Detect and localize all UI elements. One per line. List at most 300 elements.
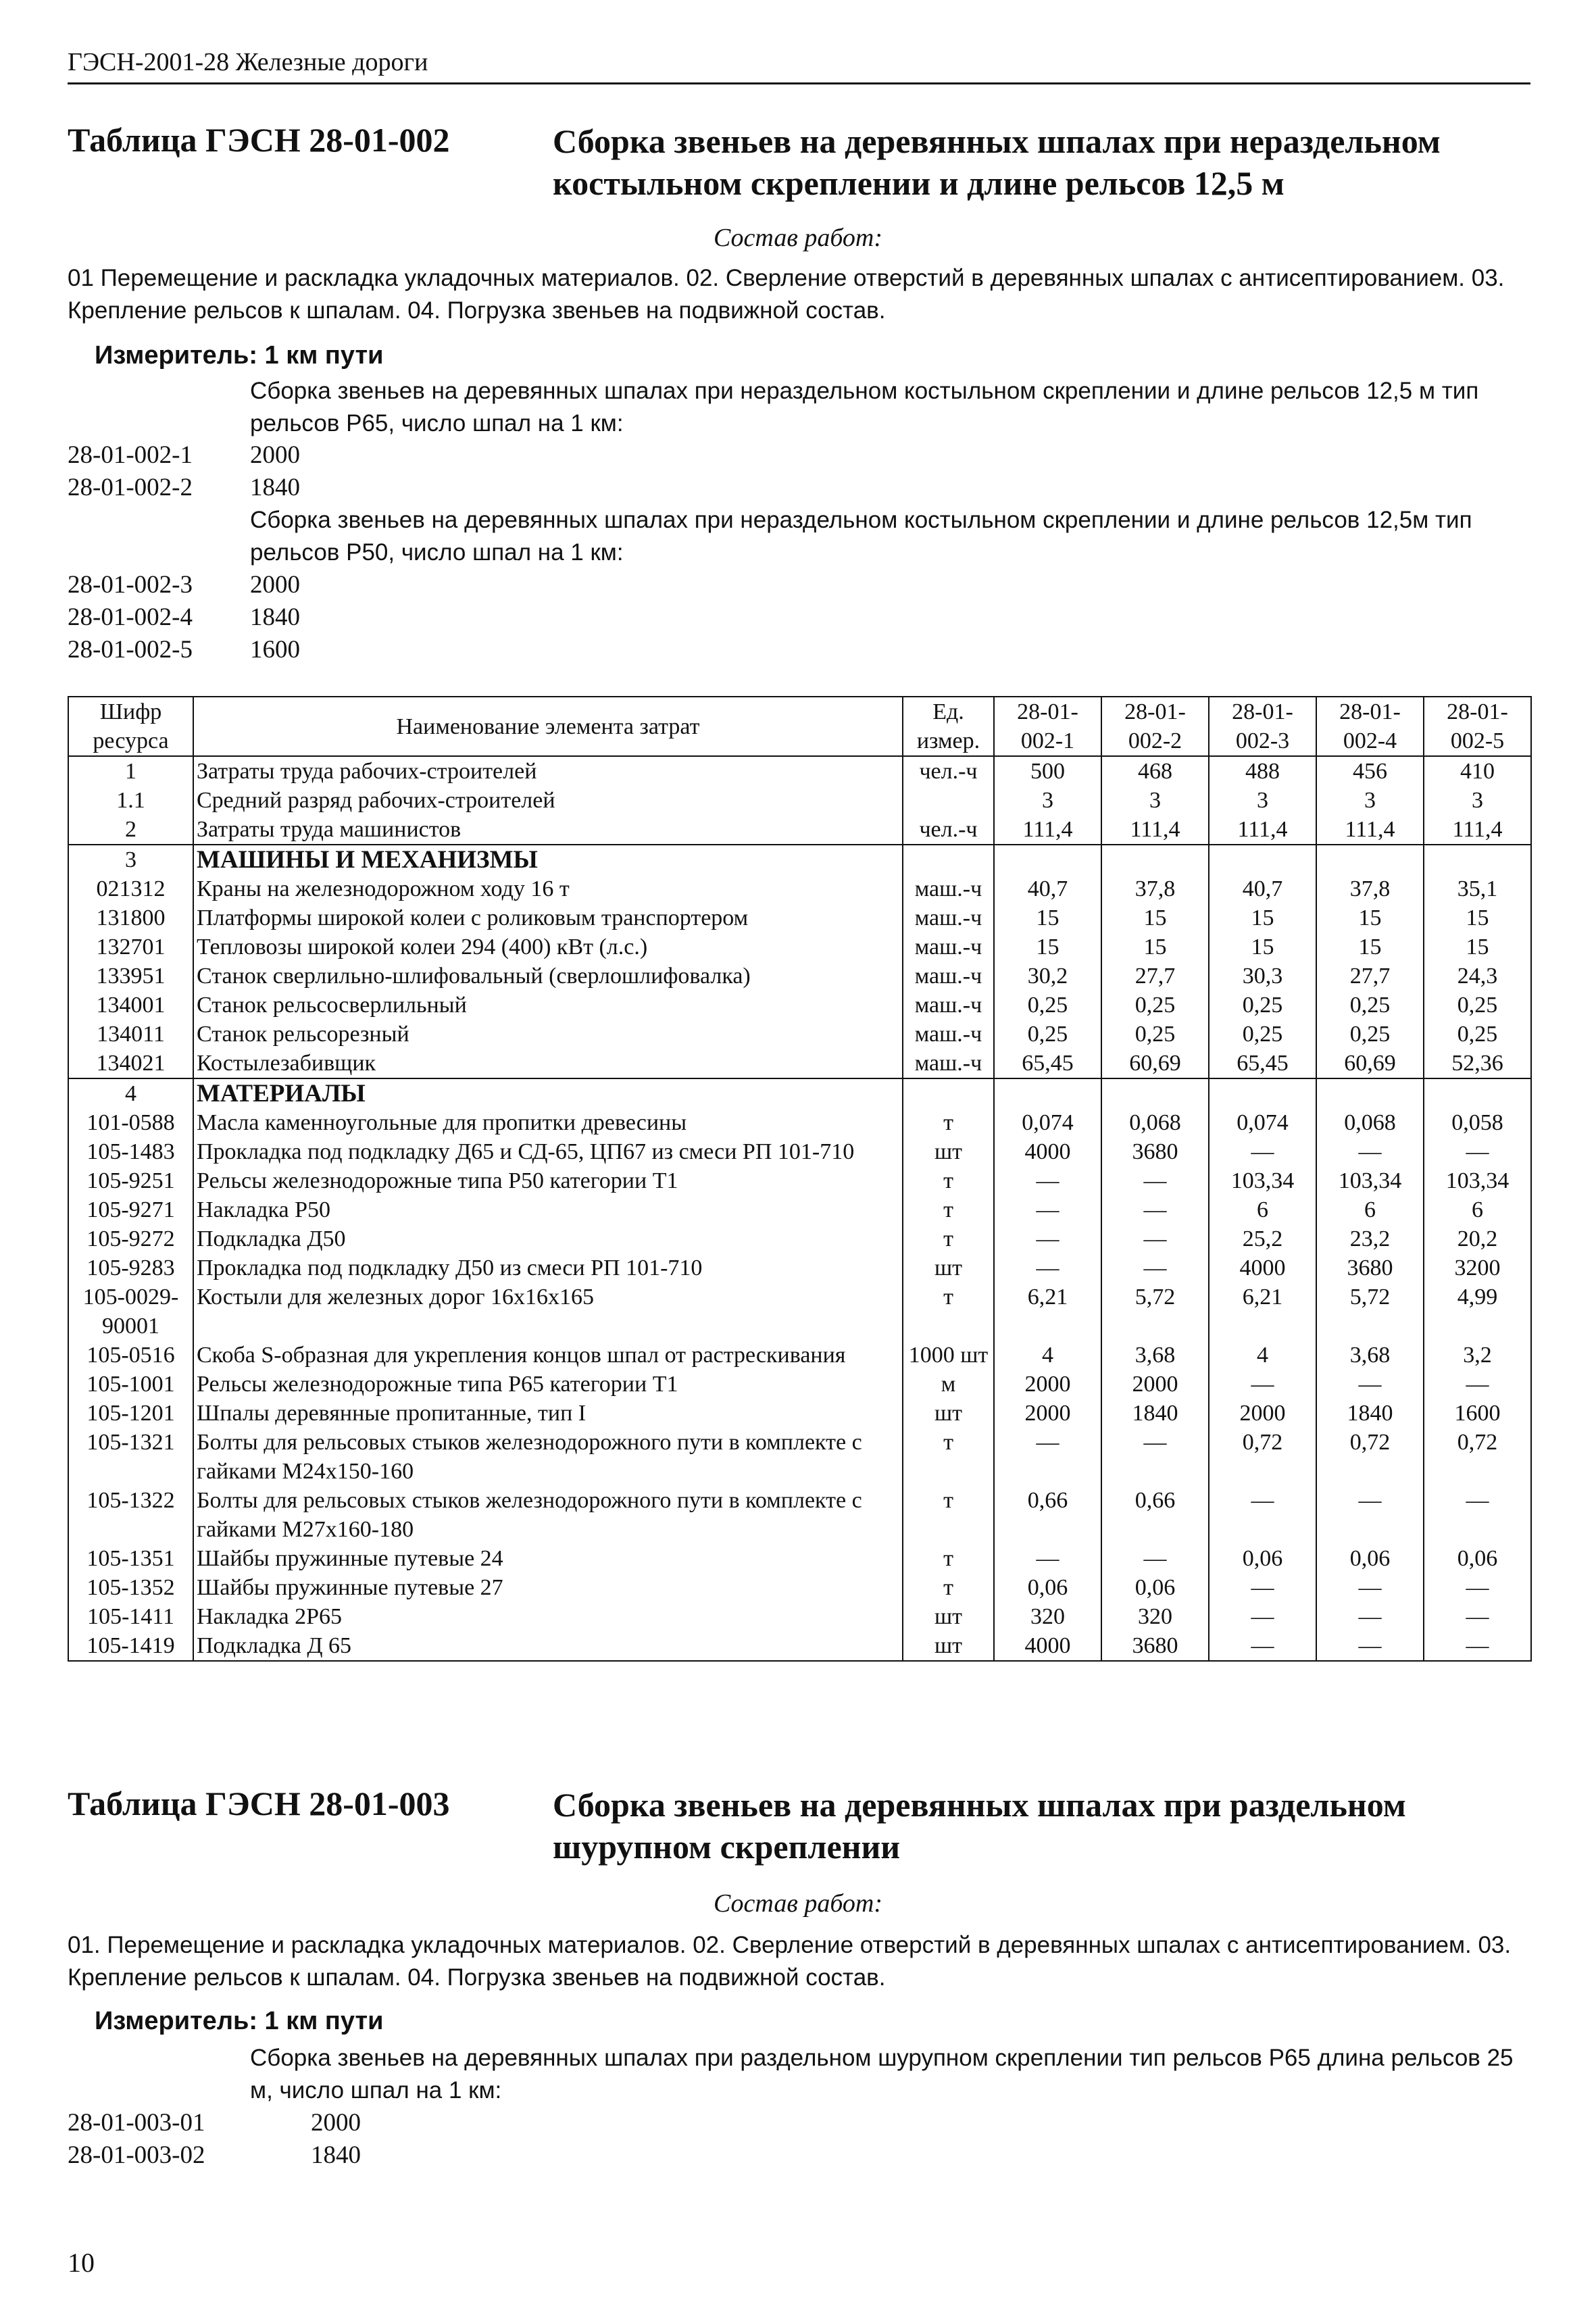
value-cell: —	[1316, 1573, 1424, 1602]
resource-name-cell: Платформы широкой колеи с роликовым транспортером	[193, 903, 903, 932]
value-cell: 0,06	[994, 1573, 1101, 1602]
table-row	[68, 1602, 1531, 1631]
unit-cell: маш.-ч	[903, 874, 994, 903]
table2-meter: Измеритель: 1 км пути	[95, 2007, 384, 2035]
resource-code-cell: 134021	[68, 1049, 193, 1078]
value-cell: 15	[994, 932, 1101, 962]
resource-code-cell: 134011	[68, 1020, 193, 1049]
table-row	[68, 1544, 1531, 1573]
value-cell: 3680	[1101, 1137, 1209, 1166]
table-row	[68, 962, 1531, 991]
value-cell: 15	[1209, 903, 1316, 932]
unit-cell: шт	[903, 1137, 994, 1166]
table2-work-label: Состав работ:	[713, 1889, 883, 1918]
value-cell: 488	[1209, 756, 1316, 786]
resource-name-cell: Тепловозы широкой колеи 294 (400) кВт (л.с.)	[193, 932, 903, 962]
resource-name-cell: МАШИНЫ И МЕХАНИЗМЫ	[193, 845, 903, 874]
value-cell: 0,25	[994, 1020, 1101, 1049]
resource-code-cell: 1.1	[68, 786, 193, 815]
unit-cell: маш.-ч	[903, 962, 994, 991]
value-cell: 6	[1209, 1195, 1316, 1224]
value-cell: —	[1424, 1602, 1531, 1631]
table-row	[68, 1341, 1531, 1370]
header-col: 28-01-002-2	[1101, 697, 1209, 756]
variant-value: 2000	[250, 571, 300, 599]
resource-name-cell: Прокладка под подкладку Д65 и СД-65, ЦП67 из смеси РП 101-710	[193, 1137, 903, 1166]
value-cell: —	[1316, 1137, 1424, 1166]
resource-code-cell: 101-0588	[68, 1108, 193, 1137]
resource-name-cell: Шайбы пружинные путевые 24	[193, 1544, 903, 1573]
value-cell: —	[1316, 1602, 1424, 1631]
value-cell: 0,074	[1209, 1108, 1316, 1137]
table-row	[68, 1283, 1531, 1341]
unit-cell: шт	[903, 1253, 994, 1283]
value-cell	[1101, 1078, 1209, 1108]
resource-code-cell: 105-1322	[68, 1486, 193, 1544]
resource-name-cell: Затраты труда рабочих-строителей	[193, 756, 903, 786]
resource-code-cell: 4	[68, 1078, 193, 1108]
value-cell: 3	[1424, 786, 1531, 815]
resource-name-cell: Краны на железнодорожном ходу 16 т	[193, 874, 903, 903]
running-head: ГЭСН-2001-28 Железные дороги	[68, 48, 428, 76]
value-cell	[994, 845, 1101, 874]
value-cell: 4000	[994, 1137, 1101, 1166]
resource-name-cell: Средний разряд рабочих-строителей	[193, 786, 903, 815]
value-cell: 6,21	[1209, 1283, 1316, 1341]
resource-code-cell: 105-1352	[68, 1573, 193, 1602]
unit-cell: т	[903, 1224, 994, 1253]
value-cell: 0,25	[1424, 991, 1531, 1020]
value-cell: —	[1101, 1224, 1209, 1253]
value-cell: 0,72	[1316, 1428, 1424, 1486]
resource-code-cell: 2	[68, 815, 193, 845]
variant-row	[68, 439, 300, 472]
page-number: 10	[68, 2247, 95, 2278]
header-code: Шифр ресурса	[68, 697, 193, 756]
value-cell: 24,3	[1424, 962, 1531, 991]
resource-name-cell: Рельсы железнодорожные типа Р50 категории Т1	[193, 1166, 903, 1195]
resource-name-cell: МАТЕРИАЛЫ	[193, 1078, 903, 1108]
table2-code: Таблица ГЭСН 28-01-003	[68, 1785, 450, 1822]
value-cell: —	[994, 1544, 1101, 1573]
value-cell: 1840	[1101, 1399, 1209, 1428]
resource-name-cell: Затраты труда машинистов	[193, 815, 903, 845]
unit-cell: маш.-ч	[903, 1020, 994, 1049]
unit-cell: т	[903, 1486, 994, 1544]
table2-group1-desc: Сборка звеньев на деревянных шпалах при раздельном шурупном скреплении тип рельсов Р65 длина рельсов 25 м, число шпал на 1 км:	[250, 2045, 1514, 2104]
value-cell: 0,25	[1316, 1020, 1424, 1049]
resource-code-cell: 105-1411	[68, 1602, 193, 1631]
value-cell: 3	[1209, 786, 1316, 815]
value-cell: —	[1424, 1137, 1531, 1166]
variant-code: 28-01-002-4	[68, 603, 193, 631]
variant-value: 2000	[311, 2109, 361, 2137]
value-cell: 0,06	[1209, 1544, 1316, 1573]
unit-cell: шт	[903, 1399, 994, 1428]
value-cell: —	[1316, 1631, 1424, 1661]
unit-cell: 1000 шт	[903, 1341, 994, 1370]
value-cell: —	[994, 1428, 1101, 1486]
resource-name-cell: Костыли для железных дорог 16х16х165	[193, 1283, 903, 1341]
header-rule	[68, 82, 1530, 84]
variant-value: 1600	[250, 636, 300, 664]
variant-row	[68, 2139, 361, 2172]
value-cell	[1209, 1078, 1316, 1108]
resource-code-cell: 105-1419	[68, 1631, 193, 1661]
value-cell: 0,66	[994, 1486, 1101, 1544]
table2-title: Сборка звеньев на деревянных шпалах при раздельном шурупном скреплении	[553, 1786, 1406, 1866]
value-cell: 0,25	[1209, 991, 1316, 1020]
table-row	[68, 1399, 1531, 1428]
resource-name-cell: Накладка Р50	[193, 1195, 903, 1224]
resource-name-cell: Шпалы деревянные пропитанные, тип I	[193, 1399, 903, 1428]
table-row	[68, 1224, 1531, 1253]
table1-meter: Измеритель: 1 км пути	[95, 341, 384, 370]
value-cell: 6,21	[994, 1283, 1101, 1341]
table1-work-text: 01 Перемещение и раскладка укладочных материалов. 02. Сверление отверстий в деревянных шпалах с антисептированием. 03. Крепление рельсов к шпалам. 04. Погрузка звеньев на подвижной состав.	[68, 265, 1505, 324]
unit-cell: маш.-ч	[903, 932, 994, 962]
table2-work-text: 01. Перемещение и раскладка укладочных материалов. 02. Сверление отверстий в деревянных шпалах с антисептированием. 03. Крепление рельсов к шпалам. 04. Погрузка звеньев на подвижной состав.	[68, 1932, 1512, 1991]
variant-code: 28-01-003-01	[68, 2109, 205, 2137]
value-cell: 2000	[994, 1399, 1101, 1428]
value-cell: 37,8	[1101, 874, 1209, 903]
variant-code: 28-01-002-2	[68, 474, 193, 501]
value-cell: 111,4	[994, 815, 1101, 845]
table1-group2-desc: Сборка звеньев на деревянных шпалах при нераздельном костыльном скреплении и длине рельсов 12,5м тип рельсов Р50, число шпал на 1 км:	[250, 507, 1472, 566]
value-cell: —	[994, 1253, 1101, 1283]
value-cell	[1316, 1078, 1424, 1108]
table1-title: Сборка звеньев на деревянных шпалах при нераздельном костыльном скреплении и длине рельсов 12,5 м	[553, 122, 1441, 202]
value-cell: 5,72	[1316, 1283, 1424, 1341]
value-cell: 30,3	[1209, 962, 1316, 991]
value-cell: —	[1424, 1573, 1531, 1602]
value-cell: 65,45	[994, 1049, 1101, 1078]
unit-cell: чел.-ч	[903, 756, 994, 786]
value-cell	[1316, 845, 1424, 874]
value-cell: 2000	[1209, 1399, 1316, 1428]
table1-group1-desc: Сборка звеньев на деревянных шпалах при нераздельном костыльном скреплении и длине рельсов 12,5 м тип рельсов Р65, число шпал на 1 км:	[250, 378, 1479, 437]
value-cell: —	[1424, 1631, 1531, 1661]
resource-name-cell: Подкладка Д 65	[193, 1631, 903, 1661]
value-cell: 3	[1316, 786, 1424, 815]
unit-cell: маш.-ч	[903, 1049, 994, 1078]
value-cell: —	[1209, 1486, 1316, 1544]
unit-cell: шт	[903, 1602, 994, 1631]
resource-code-cell: 105-9271	[68, 1195, 193, 1224]
value-cell: 111,4	[1316, 815, 1424, 845]
value-cell: 1600	[1424, 1399, 1531, 1428]
value-cell: —	[994, 1224, 1101, 1253]
value-cell	[1424, 845, 1531, 874]
variant-value: 1840	[250, 474, 300, 501]
value-cell: —	[1209, 1370, 1316, 1399]
value-cell: 0,25	[1101, 1020, 1209, 1049]
value-cell: —	[1209, 1602, 1316, 1631]
variant-row	[68, 569, 300, 601]
variant-row	[68, 472, 300, 504]
value-cell: 40,7	[1209, 874, 1316, 903]
value-cell: —	[1209, 1137, 1316, 1166]
resource-code-cell: 133951	[68, 962, 193, 991]
value-cell: 35,1	[1424, 874, 1531, 903]
resource-code-cell: 105-0516	[68, 1341, 193, 1370]
value-cell: 5,72	[1101, 1283, 1209, 1341]
table-row	[68, 874, 1531, 903]
section-row	[68, 1078, 1531, 1108]
table-row	[68, 786, 1531, 815]
header-col: 28-01-002-1	[994, 697, 1101, 756]
unit-cell	[903, 1078, 994, 1108]
value-cell: 0,25	[1424, 1020, 1531, 1049]
unit-cell: маш.-ч	[903, 991, 994, 1020]
value-cell: 0,25	[994, 991, 1101, 1020]
table-row	[68, 1166, 1531, 1195]
value-cell: 15	[1316, 932, 1424, 962]
value-cell: 0,25	[1209, 1020, 1316, 1049]
variant-row	[68, 2107, 361, 2139]
value-cell: 103,34	[1424, 1166, 1531, 1195]
variant-value: 1840	[311, 2141, 361, 2169]
resource-name-cell: Накладка 2Р65	[193, 1602, 903, 1631]
value-cell: 1840	[1316, 1399, 1424, 1428]
resource-name-cell: Болты для рельсовых стыков железнодорожного пути в комплекте с гайками М24х150-160	[193, 1428, 903, 1486]
value-cell: —	[1316, 1370, 1424, 1399]
resource-name-cell: Скоба S-образная для укрепления концов шпал от растрескивания	[193, 1341, 903, 1370]
table-row	[68, 1370, 1531, 1399]
table-row	[68, 815, 1531, 845]
variant-value: 2000	[250, 441, 300, 469]
value-cell: —	[1424, 1486, 1531, 1544]
value-cell: 15	[1101, 932, 1209, 962]
value-cell: 4,99	[1424, 1283, 1531, 1341]
value-cell: 37,8	[1316, 874, 1424, 903]
unit-cell: м	[903, 1370, 994, 1399]
resource-code-cell: 132701	[68, 932, 193, 962]
value-cell: 2000	[994, 1370, 1101, 1399]
table1-work-label: Состав работ:	[713, 224, 883, 252]
table-row	[68, 903, 1531, 932]
table-row	[68, 991, 1531, 1020]
value-cell	[1424, 1078, 1531, 1108]
value-cell	[994, 1078, 1101, 1108]
value-cell: 0,72	[1209, 1428, 1316, 1486]
value-cell: 3200	[1424, 1253, 1531, 1283]
resource-code-cell: 021312	[68, 874, 193, 903]
value-cell: 103,34	[1209, 1166, 1316, 1195]
value-cell: 15	[994, 903, 1101, 932]
value-cell: 4000	[1209, 1253, 1316, 1283]
resource-code-cell: 105-1001	[68, 1370, 193, 1399]
unit-cell: т	[903, 1544, 994, 1573]
value-cell: —	[1209, 1631, 1316, 1661]
variant-code: 28-01-002-3	[68, 571, 193, 599]
resource-code-cell: 131800	[68, 903, 193, 932]
value-cell: —	[1101, 1253, 1209, 1283]
variant-code: 28-01-002-1	[68, 441, 193, 469]
variant-value: 1840	[250, 603, 300, 631]
table-row	[68, 1137, 1531, 1166]
header-col: 28-01-002-3	[1209, 697, 1316, 756]
value-cell: 3680	[1101, 1631, 1209, 1661]
table1-code: Таблица ГЭСН 28-01-002	[68, 121, 450, 159]
unit-cell: маш.-ч	[903, 903, 994, 932]
unit-cell: т	[903, 1195, 994, 1224]
value-cell: 320	[994, 1602, 1101, 1631]
value-cell: 15	[1316, 903, 1424, 932]
value-cell: 52,36	[1424, 1049, 1531, 1078]
value-cell: 0,66	[1101, 1486, 1209, 1544]
table-row	[68, 1049, 1531, 1078]
value-cell: 60,69	[1316, 1049, 1424, 1078]
value-cell: 40,7	[994, 874, 1101, 903]
value-cell: 0,06	[1316, 1544, 1424, 1573]
value-cell: 27,7	[1101, 962, 1209, 991]
value-cell: —	[994, 1195, 1101, 1224]
resource-name-cell: Болты для рельсовых стыков железнодорожного пути в комплекте с гайками М27х160-180	[193, 1486, 903, 1544]
value-cell: —	[1101, 1166, 1209, 1195]
unit-cell	[903, 786, 994, 815]
value-cell: 27,7	[1316, 962, 1424, 991]
value-cell: 0,06	[1424, 1544, 1531, 1573]
value-cell: 15	[1209, 932, 1316, 962]
header-col: 28-01-002-5	[1424, 697, 1531, 756]
value-cell: —	[1316, 1486, 1424, 1544]
value-cell: 320	[1101, 1602, 1209, 1631]
unit-cell: шт	[903, 1631, 994, 1661]
resource-name-cell: Костылезабивщик	[193, 1049, 903, 1078]
resource-code-cell: 105-9283	[68, 1253, 193, 1283]
resource-code-cell: 1	[68, 756, 193, 786]
value-cell: 3	[1101, 786, 1209, 815]
value-cell: 0,058	[1424, 1108, 1531, 1137]
value-cell: 30,2	[994, 962, 1101, 991]
unit-cell: т	[903, 1283, 994, 1341]
value-cell: 3,68	[1316, 1341, 1424, 1370]
value-cell: —	[1424, 1370, 1531, 1399]
table-row	[68, 1195, 1531, 1224]
value-cell: 0,25	[1316, 991, 1424, 1020]
resource-code-cell: 105-1201	[68, 1399, 193, 1428]
resource-code-cell: 134001	[68, 991, 193, 1020]
resource-code-cell: 105-1483	[68, 1137, 193, 1166]
value-cell: 456	[1316, 756, 1424, 786]
unit-cell	[903, 845, 994, 874]
value-cell: 6	[1424, 1195, 1531, 1224]
value-cell: 468	[1101, 756, 1209, 786]
variant-code: 28-01-003-02	[68, 2141, 205, 2169]
value-cell: 0,25	[1101, 991, 1209, 1020]
table-row	[68, 1428, 1531, 1486]
value-cell: 0,068	[1101, 1108, 1209, 1137]
value-cell: 0,72	[1424, 1428, 1531, 1486]
resource-code-cell: 105-9251	[68, 1166, 193, 1195]
value-cell: 3,68	[1101, 1341, 1209, 1370]
value-cell: 3,2	[1424, 1341, 1531, 1370]
value-cell: 4	[994, 1341, 1101, 1370]
table-body	[68, 756, 1531, 1661]
table-row	[68, 1573, 1531, 1602]
value-cell: 3	[994, 786, 1101, 815]
value-cell: 0,068	[1316, 1108, 1424, 1137]
resource-code-cell: 105-1321	[68, 1428, 193, 1486]
resource-name-cell: Шайбы пружинные путевые 27	[193, 1573, 903, 1602]
header-unit: Ед. измер.	[903, 697, 994, 756]
value-cell: 4	[1209, 1341, 1316, 1370]
value-cell: 103,34	[1316, 1166, 1424, 1195]
value-cell: 20,2	[1424, 1224, 1531, 1253]
header-name: Наименование элемента затрат	[193, 697, 903, 756]
value-cell: 23,2	[1316, 1224, 1424, 1253]
value-cell: 2000	[1101, 1370, 1209, 1399]
value-cell: 15	[1424, 932, 1531, 962]
value-cell: 410	[1424, 756, 1531, 786]
resource-name-cell: Станок сверлильно-шлифовальный (сверлошлифовалка)	[193, 962, 903, 991]
table-header-row	[68, 697, 1531, 756]
table-row	[68, 1020, 1531, 1049]
value-cell: —	[1101, 1428, 1209, 1486]
resource-table	[68, 696, 1532, 1662]
variant-row	[68, 634, 300, 666]
variant-row	[68, 601, 300, 634]
value-cell: 0,06	[1101, 1573, 1209, 1602]
resource-code-cell: 105-0029-90001	[68, 1283, 193, 1341]
unit-cell: т	[903, 1166, 994, 1195]
value-cell: 3680	[1316, 1253, 1424, 1283]
unit-cell: т	[903, 1108, 994, 1137]
section-row	[68, 845, 1531, 874]
resource-name-cell: Подкладка Д50	[193, 1224, 903, 1253]
value-cell: 6	[1316, 1195, 1424, 1224]
unit-cell: т	[903, 1428, 994, 1486]
table-row	[68, 1108, 1531, 1137]
value-cell: 15	[1424, 903, 1531, 932]
unit-cell: т	[903, 1573, 994, 1602]
value-cell	[1101, 845, 1209, 874]
resource-name-cell: Рельсы железнодорожные типа Р65 категории Т1	[193, 1370, 903, 1399]
value-cell: —	[1101, 1195, 1209, 1224]
resource-name-cell: Станок рельсосверлильный	[193, 991, 903, 1020]
value-cell: 111,4	[1209, 815, 1316, 845]
value-cell: 500	[994, 756, 1101, 786]
resource-name-cell: Масла каменноугольные для пропитки древесины	[193, 1108, 903, 1137]
value-cell: 65,45	[1209, 1049, 1316, 1078]
value-cell: 60,69	[1101, 1049, 1209, 1078]
value-cell: 15	[1101, 903, 1209, 932]
resource-code-cell: 105-1351	[68, 1544, 193, 1573]
value-cell: —	[1101, 1544, 1209, 1573]
value-cell: 25,2	[1209, 1224, 1316, 1253]
header-col: 28-01-002-4	[1316, 697, 1424, 756]
value-cell: 111,4	[1101, 815, 1209, 845]
variant-code: 28-01-002-5	[68, 636, 193, 664]
value-cell: 4000	[994, 1631, 1101, 1661]
resource-code-cell: 105-9272	[68, 1224, 193, 1253]
table-row	[68, 756, 1531, 786]
value-cell: 111,4	[1424, 815, 1531, 845]
table-row	[68, 1631, 1531, 1661]
resource-name-cell: Прокладка под подкладку Д50 из смеси РП 101-710	[193, 1253, 903, 1283]
value-cell: —	[1209, 1573, 1316, 1602]
resource-code-cell: 3	[68, 845, 193, 874]
value-cell: —	[994, 1166, 1101, 1195]
table-row	[68, 1253, 1531, 1283]
unit-cell: чел.-ч	[903, 815, 994, 845]
value-cell	[1209, 845, 1316, 874]
table-row	[68, 932, 1531, 962]
table-row	[68, 1486, 1531, 1544]
resource-name-cell: Станок рельсорезный	[193, 1020, 903, 1049]
value-cell: 0,074	[994, 1108, 1101, 1137]
